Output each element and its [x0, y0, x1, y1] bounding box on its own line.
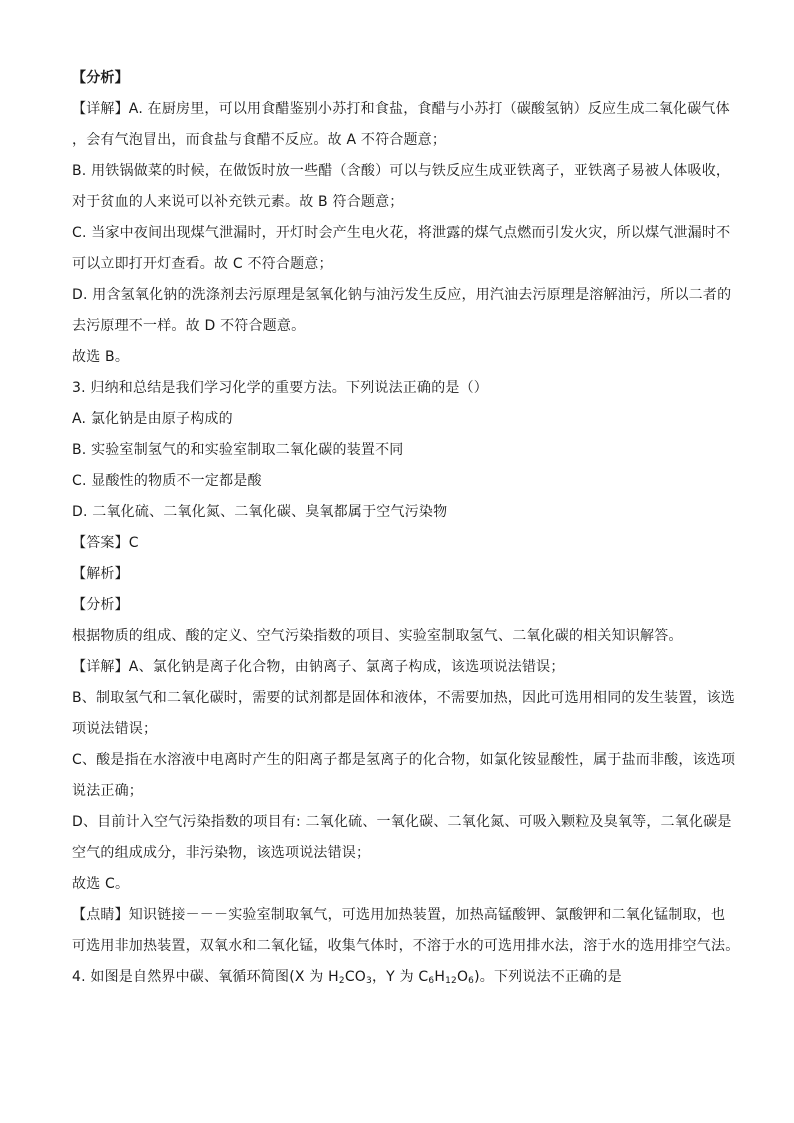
- text-line: B. 用铁锅做菜的时候，在做饭时放一些醋（含酸）可以与铁反应生成亚铁离子，亚铁离子易被人体吸收，: [72, 163, 731, 179]
- q4-y-sub: 12: [445, 976, 457, 986]
- q4-y-o: O: [456, 969, 469, 985]
- text-line: B、制取氢气和二氧化碳时，需要的试剂都是固体和液体，不需要加热，因此可选用相同的发生装置，该选: [72, 690, 736, 706]
- analysis-heading: 【分析】: [72, 597, 129, 613]
- explanation-heading: 【解析】: [72, 566, 129, 582]
- text-line: 对于贫血的人来说可以补充铁元素。故 B 符合题意；: [72, 194, 404, 210]
- text-line: C. 当家中夜间出现煤气泄漏时，开灯时会产生电火花，将泄露的煤气点燃而引发火灾，所以煤气泄漏时不: [72, 225, 731, 241]
- text-line: C、酸是指在水溶液中电离时产生的阳离子都是氢离子的化合物，如氯化铵显酸性，属于盐而非酸，该选项: [72, 752, 736, 768]
- option-c: C. 显酸性的物质不一定都是酸: [72, 473, 262, 489]
- option-b: B. 实验室制氢气的和实验室制取二氧化碳的装置不同: [72, 442, 404, 458]
- text-line: 【详解】A. 在厨房里，可以用食醋鉴别小苏打和食盐，食醋与小苏打（碳酸氢钠）反应生成二氧化碳气体: [72, 101, 730, 117]
- text-line: 说法正确；: [72, 783, 143, 799]
- answer-line: 【答案】C: [72, 535, 139, 551]
- text-line: 故选 C。: [72, 876, 130, 892]
- q4-x-mid: CO: [344, 969, 367, 985]
- text-line: D. 用含氢氧化钠的洗涤剂去污原理是氢氧化钠与油污发生反应，用汽油去污原理是溶解油污，所以二者的: [72, 287, 732, 303]
- analysis-heading: 【分析】: [72, 70, 129, 86]
- text-line: 空气的组成成分，非污染物，该选项说法错误；: [72, 845, 371, 861]
- q4-prefix: 4. 如图是自然界中碳、氧循环简图(X 为 H: [72, 969, 339, 985]
- text-line: 可以立即打开灯查看。故 C 不符合题意；: [72, 256, 333, 272]
- text-line: ，会有气泡冒出，而食盐与食醋不反应。故 A 不符合题意；: [72, 132, 447, 148]
- question-4: [72, 967, 732, 987]
- text-line: 【详解】A、氯化钠是离子化合物，由钠离子、氯离子构成，该选项说法错误；: [72, 659, 565, 675]
- q4-y-sub: 6: [468, 976, 475, 986]
- text-line: 根据物质的组成、酸的定义、空气污染指数的项目、实验室制取氢气、二氧化碳的相关知识解答。: [72, 628, 683, 644]
- q4-y-sub: 6: [428, 976, 435, 986]
- q4-x-sub: 2: [338, 976, 345, 986]
- q4-x-sub: 3: [366, 976, 372, 986]
- text-line: 去污原理不一样。故 D 不符合题意。: [72, 318, 306, 334]
- q4-y-pre: ，Y 为 C: [371, 969, 429, 985]
- text-line: D、目前计入空气污染指数的项目有: 二氧化硫、一氧化碳、二氧化氮、可吸入颗粒及臭氧等，二氧化碳是: [72, 814, 732, 830]
- text-line: 【点睛】知识链接－－－实验室制取氧气，可选用加热装置，加热高锰酸钾、氯酸钾和二氧化锰制取，也: [72, 907, 726, 923]
- option-a: A. 氯化钠是由原子构成的: [72, 411, 233, 427]
- text-line: 可选用非加热装置，双氧水和二氧化锰，收集气体时，不溶于水的可选用排水法，溶于水的选用排空气法。: [72, 938, 740, 954]
- q4-suffix: )。下列说法不正确的是: [474, 969, 622, 985]
- option-d: D. 二氧化硫、二氧化氮、二氧化碳、臭氧都属于空气污染物: [72, 504, 448, 520]
- text-line: 故选 B。: [72, 349, 130, 365]
- q4-y-h: H: [434, 969, 446, 985]
- question-3: 3. 归纳和总结是我们学习化学的重要方法。下列说法正确的是（）: [72, 380, 489, 396]
- text-line: 项说法错误；: [72, 721, 158, 737]
